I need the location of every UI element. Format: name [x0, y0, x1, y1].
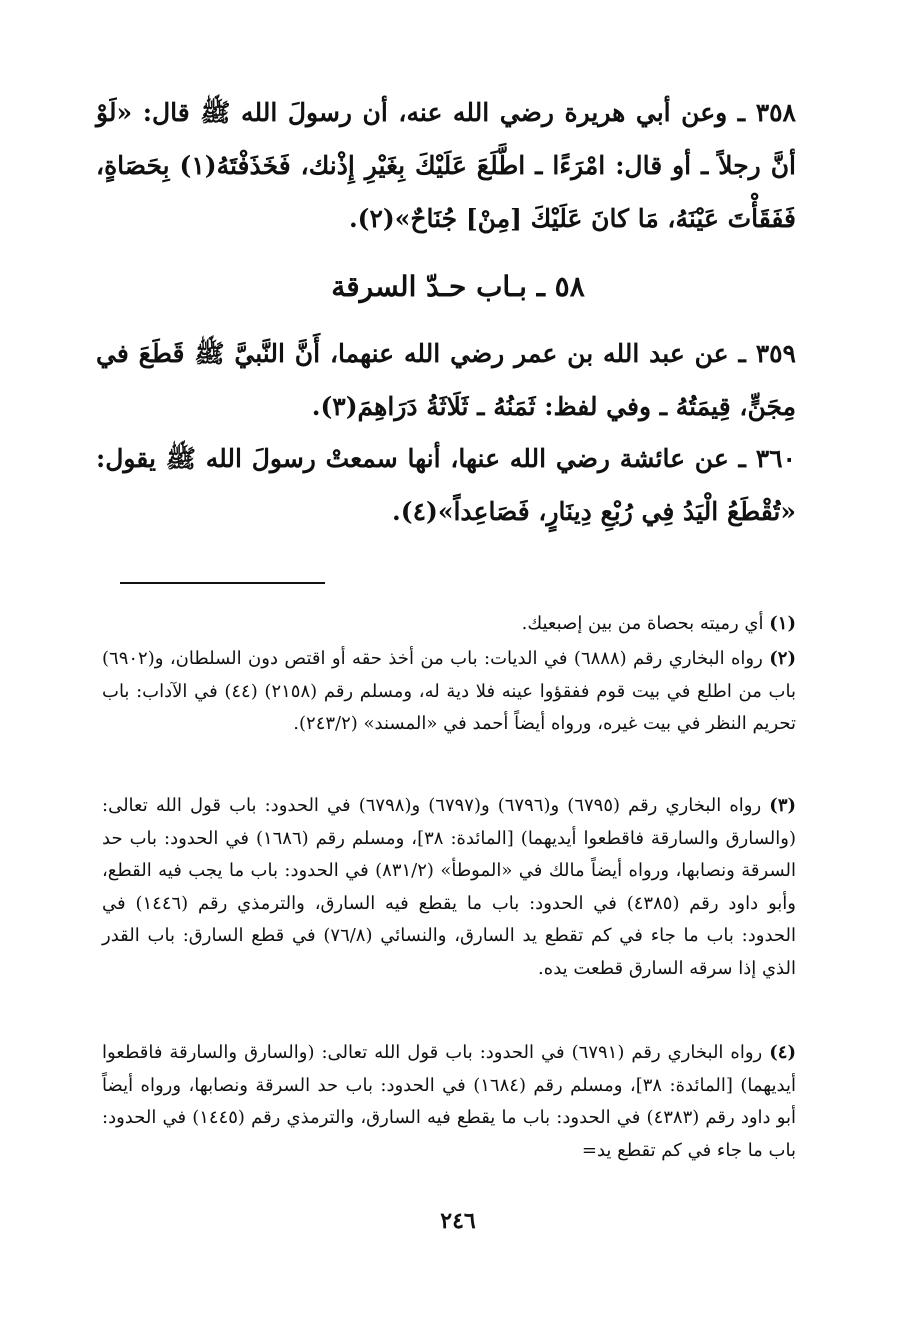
footnote-marker: (١)	[769, 613, 796, 634]
footnote-text: رواه البخاري رقم (٦٧٩١) في الحدود: باب قول الله تعالى: (والسارق والسارقة فاقطعوا أيديهما) [المائدة: ٣٨]، ومسلم رقم (١٦٨٤) في الحدود: باب حد السرقة ونصابها، ورواه أيضاً أبو داود رقم (٤٣٨٣) في الحدود: باب ما يقطع فيه السارق، والترمذي رقم (١٤٤٥) في الحدود: باب ما جاء في كم تقطع يد=	[102, 1042, 797, 1161]
hadith-358	[96, 86, 796, 245]
hadith-360	[96, 432, 796, 538]
hadith-number: ٣٥٩	[755, 339, 796, 368]
hadith-text: ـ وعن أبي هريرة رضي الله عنه، أن رسولَ الله ﷺ قال: «لَوْ أنَّ رجلاً ـ أو قال: امْرَءًا ـ اطَّلَعَ عَلَيْكَ بِغَيْرِ إِذْنك، فَخَذَفْتَهُ(١) بِحَصَاةٍ، فَفَقَأْتَ عَيْنَهُ، مَا كانَ عَلَيْكَ [مِنْ] جُنَاحٌ»(٢).	[96, 98, 796, 233]
footnote-marker: (٢)	[769, 648, 796, 669]
footnote-4	[102, 1037, 796, 1167]
footnote-3	[102, 790, 796, 985]
hadith-text: ـ عن عائشة رضي الله عنها، أنها سمعتْ رسولَ الله ﷺ يقول: «تُقْطَعُ الْيَدُ فِي رُبْعِ دِينَارٍ، فَصَاعِداً»(٤).	[96, 444, 796, 526]
footnote-text: أي رميته بحصاة من بين إصبعيك.	[521, 613, 764, 634]
footnote-divider	[120, 582, 325, 584]
section-heading: ٥٨ ـ بـاب حـدّ السرقة	[331, 270, 585, 303]
footnote-text: رواه البخاري رقم (٦٨٨٨) في الديات: باب من أخذ حقه أو اقتص دون السلطان، و(٦٩٠٢) باب من اطلع في بيت قوم ففقؤوا عينه فلا دية له، ومسلم رقم (٢١٥٨) (٤٤) في الآداب: باب تحريم النظر في بيت غيره، ورواه أيضاً أحمد في «المسند» (٢٤٣/٢).	[102, 648, 796, 734]
hadith-359	[96, 327, 796, 433]
hadith-text: ـ عن عبد الله بن عمر رضي الله عنهما، أَنَّ النَّبيَّ ﷺ قَطَعَ في مِجَنٍّ، قِيمَتُهُ ـ وفي لفظ: ثَمَنُهُ ـ ثَلَاثَةُ دَرَاهِمَ(٣).	[96, 339, 796, 421]
footnote-marker: (٤)	[769, 1042, 796, 1063]
hadith-number: ٣٥٨	[755, 98, 796, 127]
footnote-text: رواه البخاري رقم (٦٧٩٥) و(٦٧٩٦) و(٦٧٩٧) و(٦٧٩٨) في الحدود: باب قول الله تعالى: (والسارق والسارقة فاقطعوا أيديهما) [المائدة: ٣٨]، ومسلم رقم (١٦٨٦) في الحدود: باب حد السرقة ونصابها، ورواه أيضاً مالك في «الموطأ» (٨٣١/٢) في الحدود: باب ما يجب فيه القطع، وأبو داود رقم (٤٣٨٥) في الحدود: باب ما يقطع فيه السارق، والترمذي رقم (١٤٤٦) في الحدود: باب ما جاء في كم تقطع يد السارق، والنسائي (٧٦/٨) في قطع السارق: باب القدر الذي إذا سرقه السارق قطعت يده.	[102, 795, 797, 979]
footnote-2	[102, 643, 796, 741]
page-number: ٢٤٦	[440, 1208, 476, 1234]
footnote-marker: (٣)	[769, 795, 797, 816]
footnote-1	[102, 608, 796, 641]
hadith-number: ٣٦٠	[755, 444, 796, 473]
